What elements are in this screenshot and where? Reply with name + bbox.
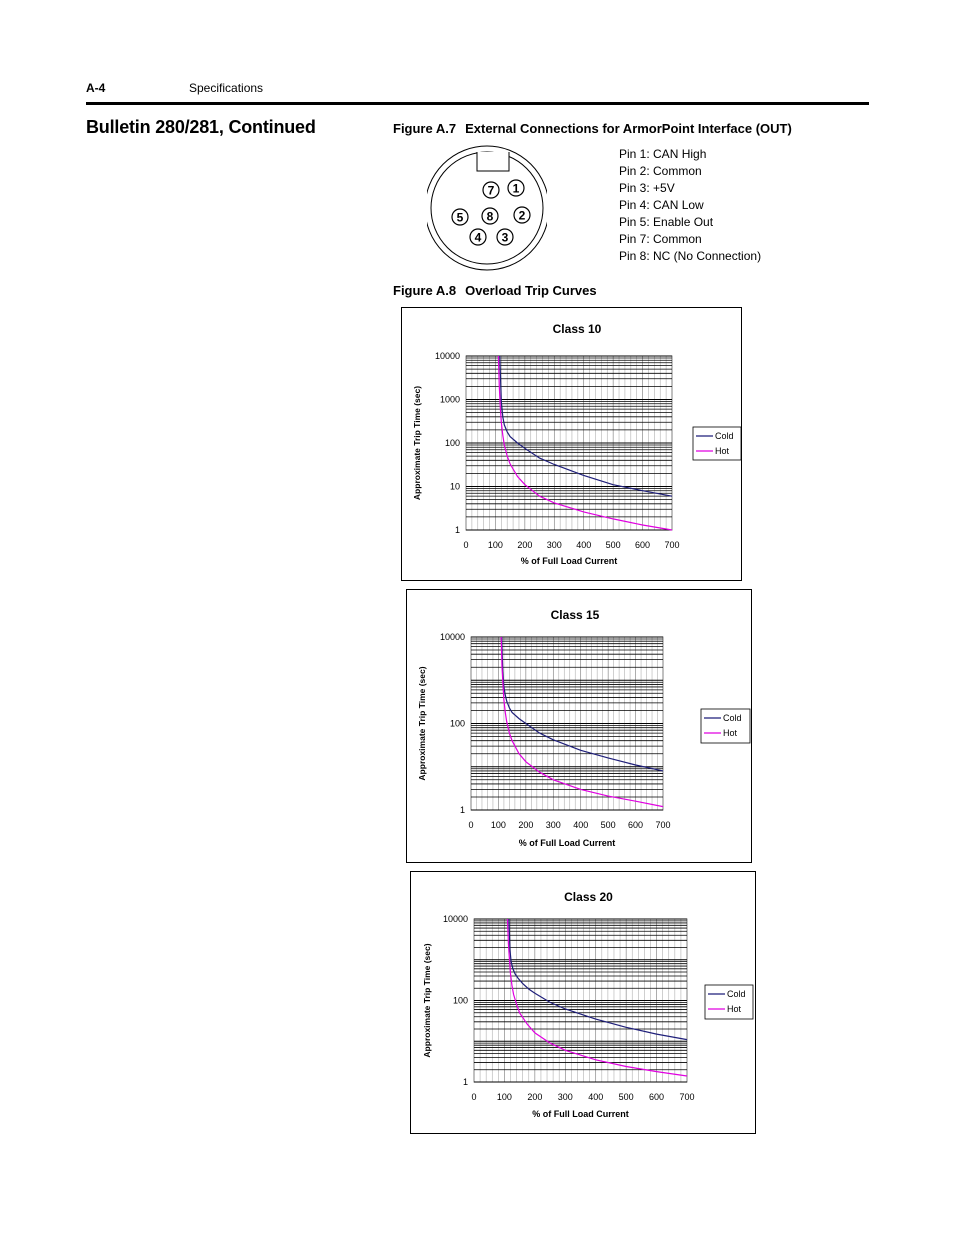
- figure-a7-number: Figure A.7: [393, 121, 457, 136]
- y-tick-label: 10: [449, 481, 460, 492]
- y-tick-label: 1000: [439, 394, 460, 405]
- y-axis-label: Approximate Trip Time (sec): [412, 385, 422, 501]
- y-axis-label: Approximate Trip Time (sec): [422, 943, 432, 1058]
- legend-label: Cold: [723, 713, 742, 723]
- x-tick-label: 700: [664, 540, 680, 550]
- section-title: Bulletin 280/281, Continued: [86, 117, 316, 137]
- x-tick-label: 200: [518, 820, 534, 830]
- x-tick-label: 0: [468, 820, 474, 830]
- y-tick-label: 10000: [439, 632, 465, 642]
- figure-a8-caption: [393, 283, 597, 298]
- connector-pin-label: 7: [487, 183, 495, 198]
- x-tick-label: 100: [496, 1092, 512, 1102]
- header-rule: [86, 102, 869, 105]
- x-tick-label: 600: [635, 540, 651, 550]
- legend-label: Hot: [723, 728, 738, 738]
- x-tick-label: 300: [545, 820, 561, 830]
- x-tick-label: 700: [655, 820, 671, 830]
- pin-list-item: Pin 7: Common: [619, 232, 702, 246]
- x-tick-label: 200: [527, 1092, 543, 1102]
- pin-list-item: Pin 8: NC (No Connection): [619, 249, 762, 263]
- chart-svg: [402, 308, 743, 582]
- chart-svg: [411, 872, 757, 1135]
- pin-list-item: Pin 5: Enable Out: [619, 215, 714, 229]
- x-axis-label: % of Full Load Current: [518, 838, 616, 848]
- pin-list-item: Pin 2: Common: [619, 164, 702, 178]
- pin-list-item: Pin 3: +5V: [619, 181, 675, 195]
- x-tick-label: 600: [649, 1092, 665, 1102]
- legend-label: Cold: [715, 431, 734, 441]
- x-tick-label: 200: [517, 540, 533, 550]
- running-header-section: Specifications: [189, 81, 264, 95]
- chart-title: Class 15: [550, 608, 600, 622]
- chart-class-15: [406, 589, 752, 863]
- x-tick-label: 500: [618, 1092, 634, 1102]
- y-tick-label: 10000: [442, 914, 468, 924]
- y-tick-label: 100: [452, 995, 468, 1006]
- y-tick-label: 1: [454, 525, 460, 535]
- legend-label: Cold: [727, 989, 746, 999]
- y-tick-label: 100: [449, 718, 465, 729]
- chart-class-20: [410, 871, 756, 1134]
- figure-a8-title: Overload Trip Curves: [465, 283, 597, 298]
- connector-pin-label: 2: [518, 208, 526, 223]
- figure-a7-caption: [393, 121, 792, 136]
- chart-legend: [705, 985, 753, 1019]
- connector-pinout-diagram: [427, 144, 547, 272]
- chart-legend: [693, 427, 741, 460]
- figure-a8-number: Figure A.8: [393, 283, 457, 298]
- x-tick-label: 700: [679, 1092, 695, 1102]
- y-tick-label: 100: [444, 438, 460, 448]
- x-tick-label: 0: [471, 1092, 477, 1102]
- x-tick-label: 400: [588, 1092, 604, 1102]
- pin-list-item: Pin 4: CAN Low: [619, 198, 704, 212]
- pin-list-item: Pin 1: CAN High: [619, 147, 707, 161]
- chart-title: Class 10: [552, 322, 602, 336]
- connector-pin-label: 5: [456, 210, 464, 225]
- chart-svg: [407, 590, 753, 864]
- y-axis-label: Approximate Trip Time (sec): [417, 666, 427, 781]
- x-tick-label: 400: [576, 540, 592, 550]
- connector-pin-label: 4: [474, 230, 482, 245]
- pin-list: [619, 146, 761, 265]
- y-tick-label: 1: [459, 805, 465, 815]
- x-axis-label: % of Full Load Current: [532, 1109, 629, 1119]
- x-tick-label: 300: [546, 540, 562, 550]
- connector-pin-label: 8: [486, 209, 494, 224]
- x-tick-label: 400: [573, 820, 589, 830]
- figure-a7-title: External Connections for ArmorPoint Interface (OUT): [465, 121, 792, 136]
- chart-class-10: [401, 307, 742, 581]
- y-tick-label: 10000: [434, 351, 460, 361]
- x-tick-label: 0: [463, 540, 469, 550]
- x-tick-label: 600: [628, 820, 644, 830]
- connector-pin-label: 3: [501, 230, 509, 245]
- legend-label: Hot: [715, 446, 730, 456]
- x-tick-label: 500: [600, 820, 616, 830]
- chart-title: Class 20: [564, 890, 613, 904]
- x-axis-label: % of Full Load Current: [520, 556, 618, 566]
- x-tick-label: 100: [490, 820, 506, 830]
- x-tick-label: 500: [605, 540, 621, 550]
- x-tick-label: 100: [487, 540, 503, 550]
- x-tick-label: 300: [557, 1092, 573, 1102]
- y-tick-label: 1: [462, 1077, 468, 1087]
- connector-pin-label: 1: [512, 181, 520, 196]
- chart-legend: [701, 709, 750, 743]
- page-number: A-4: [86, 81, 106, 95]
- legend-label: Hot: [727, 1004, 742, 1014]
- connector-key-notch: [477, 152, 509, 171]
